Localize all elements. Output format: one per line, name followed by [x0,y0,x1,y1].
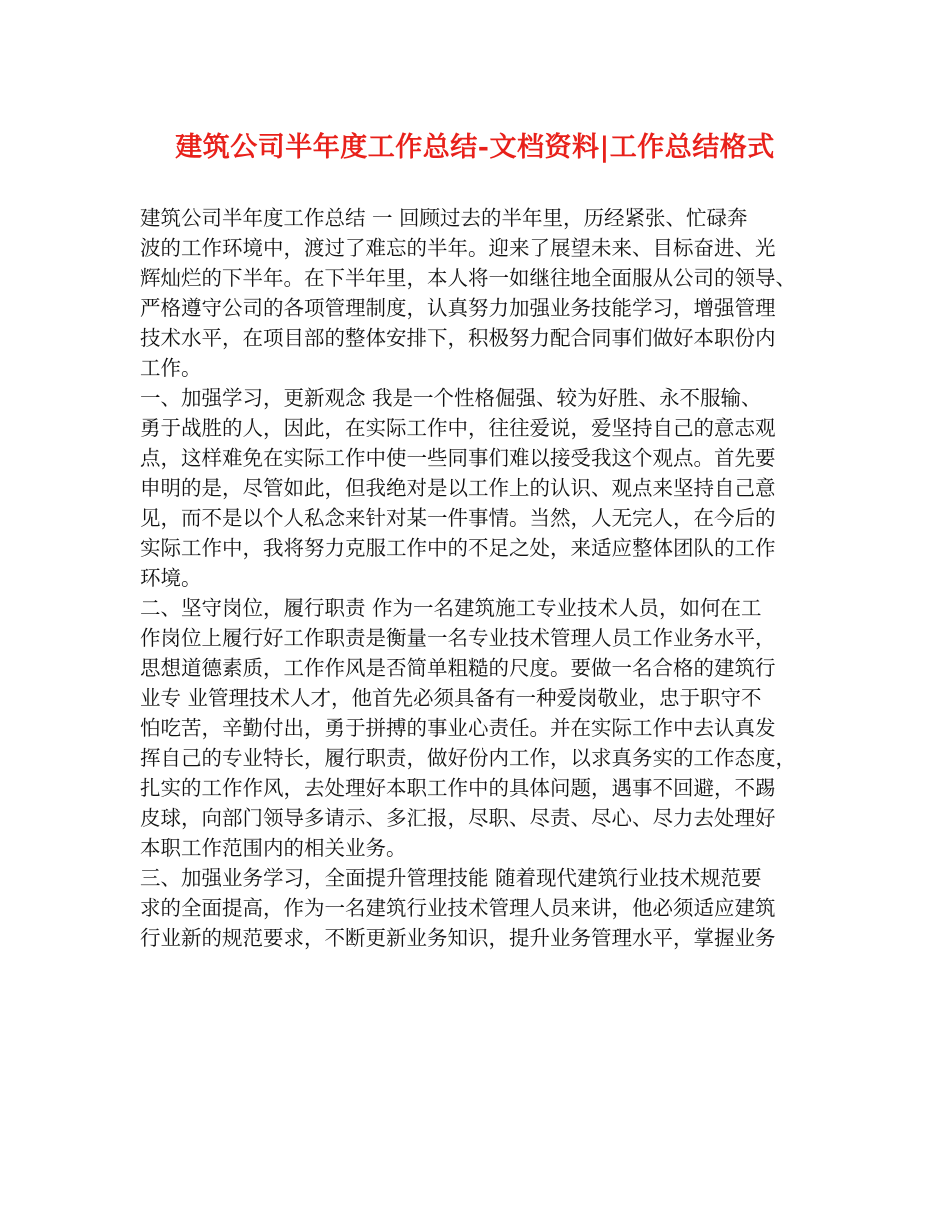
text-line: 点，这样难免在实际工作中使一些同事们难以接受我这个观点。首先要 [140,446,776,470]
text-line: 一、加强学习，更新观念 我是一个性格倔强、较为好胜、永不服输、 [140,386,762,410]
text-line: 工作。 [140,356,202,380]
text-line: 作岗位上履行好工作职责是衡量一名专业技术管理人员工作业务水平， [140,626,776,650]
text-line: 本职工作范围内的相关业务。 [140,836,407,860]
text-line: 辉灿烂的下半年。在下半年里，本人将一如继往地全面服从公司的领导、 [140,266,796,290]
text-line: 申明的是，尽管如此，但我绝对是以工作上的认识、观点来坚持自己意 [140,476,776,500]
text-line: 扎实的工作作风，去处理好本职工作中的具体问题，遇事不回避，不踢 [140,776,776,800]
text-line: 行业新的规范要求，不断更新业务知识，提升业务管理水平，掌握业务 [140,926,776,950]
text-line: 挥自己的专业特长，履行职责，做好份内工作，以求真务实的工作态度， [140,746,796,770]
text-line: 建筑公司半年度工作总结 一 回顾过去的半年里，历经紧张、忙碌奔 [140,206,748,230]
text-line: 勇于战胜的人，因此，在实际工作中，往往爱说，爱坚持自己的意志观 [140,416,776,440]
text-line: 见，而不是以个人私念来针对某一件事情。当然，人无完人，在今后的 [140,506,776,530]
text-line: 三、加强业务学习，全面提升管理技能 随着现代建筑行业技术规范要 [140,866,762,890]
text-line: 波的工作环境中，渡过了难忘的半年。迎来了展望未来、目标奋进、光 [140,236,776,260]
document-body [140,203,830,953]
text-line: 环境。 [140,566,202,590]
text-line: 实际工作中，我将努力克服工作中的不足之处，来适应整体团队的工作 [140,536,776,560]
text-line: 严格遵守公司的各项管理制度，认真努力加强业务技能学习，增强管理 [140,296,776,320]
document-title: 建筑公司半年度工作总结-文档资料|工作总结格式 [175,132,775,163]
text-line: 业专 业管理技术人才，他首先必须具备有一种爱岗敬业，忠于职守不 [140,686,762,710]
text-line: 二、坚守岗位，履行职责 作为一名建筑施工专业技术人员，如何在工 [140,596,762,620]
text-line: 皮球，向部门领导多请示、多汇报，尽职、尽责、尽心、尽力去处理好 [140,806,776,830]
text-line: 怕吃苦，辛勤付出，勇于拼搏的事业心责任。并在实际工作中去认真发 [140,716,776,740]
text-line: 思想道德素质，工作作风是否简单粗糙的尺度。要做一名合格的建筑行 [140,656,776,680]
text-line: 求的全面提高，作为一名建筑行业技术管理人员来讲，他必须适应建筑 [140,896,776,920]
text-line: 技术水平，在项目部的整体安排下，积极努力配合同事们做好本职份内 [140,326,776,350]
